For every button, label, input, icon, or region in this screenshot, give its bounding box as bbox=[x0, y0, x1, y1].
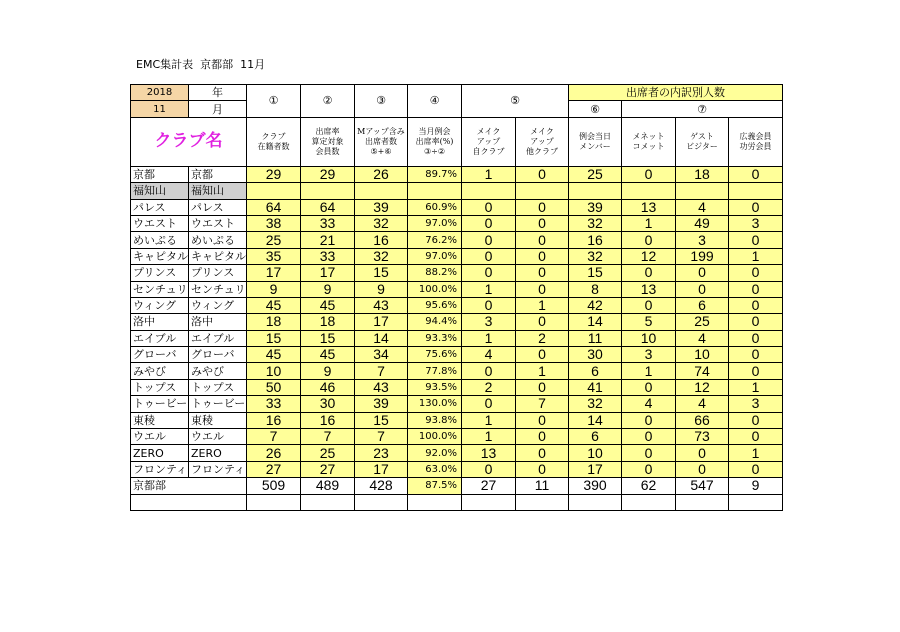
attend-cell bbox=[355, 183, 408, 199]
club-name-cell: プリンス bbox=[189, 265, 247, 281]
empty-cell bbox=[408, 494, 462, 510]
menet-cell: 13 bbox=[622, 199, 676, 215]
guest-cell: 12 bbox=[676, 379, 729, 395]
total-target-cell: 489 bbox=[301, 478, 355, 494]
wide-cell: 0 bbox=[729, 347, 783, 363]
mu_other-cell: 0 bbox=[516, 461, 569, 477]
rate-cell: 60.9% bbox=[408, 199, 462, 215]
month-cell: 11 bbox=[131, 101, 189, 117]
club-name-cell: トップス bbox=[131, 379, 189, 395]
club-name-cell: グローバ bbox=[189, 347, 247, 363]
table-row bbox=[131, 461, 783, 477]
day-cell: 30 bbox=[569, 347, 622, 363]
wide-cell: 1 bbox=[729, 248, 783, 264]
target-cell: 18 bbox=[301, 314, 355, 330]
target-cell: 45 bbox=[301, 347, 355, 363]
members-cell: 18 bbox=[247, 314, 301, 330]
mu_other-cell: 0 bbox=[516, 265, 569, 281]
guest-cell: 0 bbox=[676, 281, 729, 297]
club-name-cell: パレス bbox=[189, 199, 247, 215]
club-name-cell: エイブル bbox=[189, 330, 247, 346]
club-name-cell: みやび bbox=[131, 363, 189, 379]
attend-cell: 17 bbox=[355, 461, 408, 477]
wide-cell: 0 bbox=[729, 232, 783, 248]
table-row bbox=[131, 183, 783, 199]
mu_other-cell: 0 bbox=[516, 232, 569, 248]
col-no-4: ④ bbox=[408, 85, 462, 118]
club-name-cell: 洛中 bbox=[131, 314, 189, 330]
attend-cell: 43 bbox=[355, 379, 408, 395]
guest-cell: 73 bbox=[676, 429, 729, 445]
club-name-cell: 洛中 bbox=[189, 314, 247, 330]
attend-cell: 23 bbox=[355, 445, 408, 461]
menet-header: メネット コメット bbox=[622, 117, 676, 166]
club-name-cell: 京都 bbox=[189, 166, 247, 182]
total-members-cell: 509 bbox=[247, 478, 301, 494]
mu_own-cell: 1 bbox=[462, 281, 516, 297]
guest-cell: 74 bbox=[676, 363, 729, 379]
attend-cell: 15 bbox=[355, 412, 408, 428]
guest-cell: 4 bbox=[676, 199, 729, 215]
day-cell: 32 bbox=[569, 215, 622, 231]
table-row bbox=[131, 379, 783, 395]
total-attend-cell: 428 bbox=[355, 478, 408, 494]
wide-cell: 1 bbox=[729, 445, 783, 461]
target-cell: 64 bbox=[301, 199, 355, 215]
target-cell: 16 bbox=[301, 412, 355, 428]
members-cell: 10 bbox=[247, 363, 301, 379]
empty-cell bbox=[131, 494, 247, 510]
members-cell: 26 bbox=[247, 445, 301, 461]
menet-cell: 0 bbox=[622, 445, 676, 461]
menet-cell: 12 bbox=[622, 248, 676, 264]
attend-cell: 16 bbox=[355, 232, 408, 248]
empty-cell bbox=[355, 494, 408, 510]
guest-cell: 66 bbox=[676, 412, 729, 428]
table-row bbox=[131, 265, 783, 281]
total-mu_other-cell: 11 bbox=[516, 478, 569, 494]
club-name-cell: ウィング bbox=[189, 297, 247, 313]
table-row bbox=[131, 166, 783, 182]
guest-header: ゲスト ビジター bbox=[676, 117, 729, 166]
club-name-cell: みやび bbox=[189, 363, 247, 379]
mu_own-cell: 3 bbox=[462, 314, 516, 330]
mu_other-cell: 0 bbox=[516, 215, 569, 231]
target-cell: 33 bbox=[301, 215, 355, 231]
mu_own-cell: 0 bbox=[462, 396, 516, 412]
target-cell: 30 bbox=[301, 396, 355, 412]
members-cell: 17 bbox=[247, 265, 301, 281]
members-cell: 45 bbox=[247, 297, 301, 313]
year-cell: 2018 bbox=[131, 85, 189, 101]
wide-cell bbox=[729, 183, 783, 199]
menet-cell: 1 bbox=[622, 215, 676, 231]
menet-cell: 0 bbox=[622, 379, 676, 395]
menet-cell: 0 bbox=[622, 265, 676, 281]
day-cell bbox=[569, 183, 622, 199]
mu_own-cell bbox=[462, 183, 516, 199]
club-name-cell: トップス bbox=[189, 379, 247, 395]
table-row bbox=[131, 199, 783, 215]
table-row bbox=[131, 281, 783, 297]
mu_own-cell: 0 bbox=[462, 265, 516, 281]
year-label: 年 bbox=[189, 85, 247, 101]
day-cell: 11 bbox=[569, 330, 622, 346]
makeup-other-header: メイク アップ 他クラブ bbox=[516, 117, 569, 166]
sheet-title: EMC集計表 京都部 11月 bbox=[136, 58, 266, 71]
wide-cell: 0 bbox=[729, 166, 783, 182]
rate-cell: 97.0% bbox=[408, 215, 462, 231]
attend-cell: 26 bbox=[355, 166, 408, 182]
wide-cell: 0 bbox=[729, 363, 783, 379]
guest-cell: 0 bbox=[676, 461, 729, 477]
rate-cell: 77.8% bbox=[408, 363, 462, 379]
target-header: 出席率 算定対象 会員数 bbox=[301, 117, 355, 166]
rate-cell: 130.0% bbox=[408, 396, 462, 412]
rate-cell: 100.0% bbox=[408, 281, 462, 297]
guest-cell: 4 bbox=[676, 330, 729, 346]
day-cell: 15 bbox=[569, 265, 622, 281]
wide-cell: 0 bbox=[729, 265, 783, 281]
mu_own-cell: 0 bbox=[462, 215, 516, 231]
menet-cell: 13 bbox=[622, 281, 676, 297]
attend-cell: 17 bbox=[355, 314, 408, 330]
col-no-6: ⑥ bbox=[569, 101, 622, 117]
day-cell: 39 bbox=[569, 199, 622, 215]
guest-cell: 49 bbox=[676, 215, 729, 231]
table-row bbox=[131, 314, 783, 330]
wide-cell: 0 bbox=[729, 314, 783, 330]
empty-cell bbox=[516, 494, 569, 510]
empty-cell bbox=[676, 494, 729, 510]
rate-cell: 94.4% bbox=[408, 314, 462, 330]
mu_other-cell: 0 bbox=[516, 248, 569, 264]
empty-cell bbox=[247, 494, 301, 510]
day-cell: 41 bbox=[569, 379, 622, 395]
empty-cell bbox=[569, 494, 622, 510]
rate-cell bbox=[408, 183, 462, 199]
club-name-cell: 福知山 bbox=[131, 183, 189, 199]
club-name-cell: パレス bbox=[131, 199, 189, 215]
club-name-cell: キャピタル bbox=[189, 248, 247, 264]
empty-cell bbox=[729, 494, 783, 510]
club-name-cell: エイブル bbox=[131, 330, 189, 346]
club-name-cell: センチュリ bbox=[131, 281, 189, 297]
rate-cell: 63.0% bbox=[408, 461, 462, 477]
mu_own-cell: 0 bbox=[462, 461, 516, 477]
day-cell: 10 bbox=[569, 445, 622, 461]
day-cell: 16 bbox=[569, 232, 622, 248]
mu_other-cell bbox=[516, 183, 569, 199]
club-name-cell: キャピタル bbox=[131, 248, 189, 264]
day-cell: 32 bbox=[569, 396, 622, 412]
table-row bbox=[131, 232, 783, 248]
day-cell: 6 bbox=[569, 363, 622, 379]
target-cell bbox=[301, 183, 355, 199]
club-name-cell: 東稜 bbox=[189, 412, 247, 428]
wide-cell: 0 bbox=[729, 429, 783, 445]
rate-cell: 76.2% bbox=[408, 232, 462, 248]
month-label: 月 bbox=[189, 101, 247, 117]
club-name-header: クラブ名 bbox=[131, 117, 247, 166]
table-row bbox=[131, 297, 783, 313]
target-cell: 45 bbox=[301, 297, 355, 313]
guest-cell: 10 bbox=[676, 347, 729, 363]
breakdown-header: 出席者の内訳別人数 bbox=[569, 85, 783, 101]
attend-cell: 39 bbox=[355, 199, 408, 215]
attend-cell: 32 bbox=[355, 248, 408, 264]
col-no-3: ③ bbox=[355, 85, 408, 118]
club-name-cell: グローバ bbox=[131, 347, 189, 363]
club-name-cell: 京都 bbox=[131, 166, 189, 182]
wide-cell: 0 bbox=[729, 330, 783, 346]
total-label: 京都部 bbox=[131, 478, 247, 494]
members-cell: 64 bbox=[247, 199, 301, 215]
members-cell: 7 bbox=[247, 429, 301, 445]
club-name-cell: ウエスト bbox=[131, 215, 189, 231]
attend-header: Mアップ含み 出席者数 ⑤+⑥ bbox=[355, 117, 408, 166]
target-cell: 21 bbox=[301, 232, 355, 248]
header-row-labels bbox=[131, 117, 783, 166]
mu_own-cell: 4 bbox=[462, 347, 516, 363]
day-cell: 17 bbox=[569, 461, 622, 477]
rate-header: 当月例会 出席率(%) ③÷② bbox=[408, 117, 462, 166]
attend-cell: 39 bbox=[355, 396, 408, 412]
rate-cell: 100.0% bbox=[408, 429, 462, 445]
total-row bbox=[131, 478, 783, 494]
mu_other-cell: 0 bbox=[516, 281, 569, 297]
rate-cell: 75.6% bbox=[408, 347, 462, 363]
club-name-cell: ウエスト bbox=[189, 215, 247, 231]
menet-cell: 0 bbox=[622, 166, 676, 182]
mu_other-cell: 0 bbox=[516, 314, 569, 330]
table-row bbox=[131, 347, 783, 363]
guest-cell: 25 bbox=[676, 314, 729, 330]
table-row bbox=[131, 412, 783, 428]
guest-cell: 0 bbox=[676, 265, 729, 281]
wide-cell: 0 bbox=[729, 297, 783, 313]
members-cell: 9 bbox=[247, 281, 301, 297]
day-cell: 32 bbox=[569, 248, 622, 264]
empty-row bbox=[131, 494, 783, 510]
col-no-5: ⑤ bbox=[462, 85, 569, 118]
menet-cell: 5 bbox=[622, 314, 676, 330]
target-cell: 29 bbox=[301, 166, 355, 182]
table-row bbox=[131, 248, 783, 264]
mu_other-cell: 1 bbox=[516, 363, 569, 379]
mu_other-cell: 0 bbox=[516, 429, 569, 445]
members-cell: 35 bbox=[247, 248, 301, 264]
col-no-7: ⑦ bbox=[622, 101, 783, 117]
mu_other-cell: 0 bbox=[516, 379, 569, 395]
total-mu_own-cell: 27 bbox=[462, 478, 516, 494]
members-cell bbox=[247, 183, 301, 199]
total-day-cell: 390 bbox=[569, 478, 622, 494]
wide-cell: 0 bbox=[729, 281, 783, 297]
club-name-cell: ZERO bbox=[189, 445, 247, 461]
table-row bbox=[131, 330, 783, 346]
members-header: クラブ 在籍者数 bbox=[247, 117, 301, 166]
wide-cell: 0 bbox=[729, 199, 783, 215]
rate-cell: 92.0% bbox=[408, 445, 462, 461]
members-cell: 27 bbox=[247, 461, 301, 477]
guest-cell: 3 bbox=[676, 232, 729, 248]
target-cell: 9 bbox=[301, 281, 355, 297]
wide-cell: 1 bbox=[729, 379, 783, 395]
empty-cell bbox=[462, 494, 516, 510]
club-name-cell: ウエル bbox=[189, 429, 247, 445]
guest-cell: 199 bbox=[676, 248, 729, 264]
mu_own-cell: 2 bbox=[462, 379, 516, 395]
menet-cell: 0 bbox=[622, 429, 676, 445]
makeup-own-header: メイク アップ 自クラブ bbox=[462, 117, 516, 166]
attend-cell: 9 bbox=[355, 281, 408, 297]
table-row bbox=[131, 363, 783, 379]
wide-cell: 0 bbox=[729, 461, 783, 477]
mu_other-cell: 0 bbox=[516, 199, 569, 215]
club-name-cell: センチュリ bbox=[189, 281, 247, 297]
menet-cell bbox=[622, 183, 676, 199]
guest-cell: 6 bbox=[676, 297, 729, 313]
members-cell: 38 bbox=[247, 215, 301, 231]
menet-cell: 0 bbox=[622, 297, 676, 313]
target-cell: 15 bbox=[301, 330, 355, 346]
mu_other-cell: 0 bbox=[516, 166, 569, 182]
day-cell: 8 bbox=[569, 281, 622, 297]
menet-cell: 4 bbox=[622, 396, 676, 412]
club-name-cell: 福知山 bbox=[189, 183, 247, 199]
members-cell: 16 bbox=[247, 412, 301, 428]
day-cell: 6 bbox=[569, 429, 622, 445]
guest-cell: 4 bbox=[676, 396, 729, 412]
rate-cell: 93.5% bbox=[408, 379, 462, 395]
total-wide-cell: 9 bbox=[729, 478, 783, 494]
attend-cell: 14 bbox=[355, 330, 408, 346]
mu_own-cell: 0 bbox=[462, 248, 516, 264]
table-row bbox=[131, 445, 783, 461]
club-name-cell: ウィング bbox=[131, 297, 189, 313]
members-cell: 33 bbox=[247, 396, 301, 412]
club-name-cell: めいぷる bbox=[131, 232, 189, 248]
menet-cell: 0 bbox=[622, 412, 676, 428]
menet-cell: 1 bbox=[622, 363, 676, 379]
members-cell: 15 bbox=[247, 330, 301, 346]
menet-cell: 0 bbox=[622, 461, 676, 477]
attend-cell: 15 bbox=[355, 265, 408, 281]
wide-cell: 3 bbox=[729, 396, 783, 412]
rate-cell: 95.6% bbox=[408, 297, 462, 313]
target-cell: 46 bbox=[301, 379, 355, 395]
club-name-cell: めいぷる bbox=[189, 232, 247, 248]
mu_own-cell: 0 bbox=[462, 199, 516, 215]
mu_own-cell: 0 bbox=[462, 363, 516, 379]
mu_own-cell: 13 bbox=[462, 445, 516, 461]
rate-cell: 93.3% bbox=[408, 330, 462, 346]
members-cell: 50 bbox=[247, 379, 301, 395]
mu_own-cell: 1 bbox=[462, 412, 516, 428]
members-cell: 25 bbox=[247, 232, 301, 248]
target-cell: 9 bbox=[301, 363, 355, 379]
guest-cell: 18 bbox=[676, 166, 729, 182]
empty-cell bbox=[301, 494, 355, 510]
menet-cell: 10 bbox=[622, 330, 676, 346]
rate-cell: 93.8% bbox=[408, 412, 462, 428]
day-members-header: 例会当日 メンバー bbox=[569, 117, 622, 166]
attend-cell: 43 bbox=[355, 297, 408, 313]
mu_own-cell: 1 bbox=[462, 330, 516, 346]
col-no-1: ① bbox=[247, 85, 301, 118]
guest-cell: 0 bbox=[676, 445, 729, 461]
day-cell: 42 bbox=[569, 297, 622, 313]
club-name-cell: フロンティ bbox=[131, 461, 189, 477]
menet-cell: 3 bbox=[622, 347, 676, 363]
rate-cell: 89.7% bbox=[408, 166, 462, 182]
table-row bbox=[131, 215, 783, 231]
table-row bbox=[131, 396, 783, 412]
wide-member-header: 広義会員 功労会員 bbox=[729, 117, 783, 166]
summary-table bbox=[130, 84, 783, 511]
club-name-cell: プリンス bbox=[131, 265, 189, 281]
mu_own-cell: 0 bbox=[462, 297, 516, 313]
attend-cell: 32 bbox=[355, 215, 408, 231]
wide-cell: 0 bbox=[729, 412, 783, 428]
attend-cell: 7 bbox=[355, 363, 408, 379]
club-name-cell: フロンティ bbox=[189, 461, 247, 477]
day-cell: 25 bbox=[569, 166, 622, 182]
club-name-cell: ウエル bbox=[131, 429, 189, 445]
empty-cell bbox=[622, 494, 676, 510]
target-cell: 27 bbox=[301, 461, 355, 477]
total-rate-cell: 87.5% bbox=[408, 478, 462, 494]
menet-cell: 0 bbox=[622, 232, 676, 248]
mu_other-cell: 0 bbox=[516, 412, 569, 428]
guest-cell bbox=[676, 183, 729, 199]
rate-cell: 88.2% bbox=[408, 265, 462, 281]
total-menet-cell: 62 bbox=[622, 478, 676, 494]
club-name-cell: ZERO bbox=[131, 445, 189, 461]
attend-cell: 34 bbox=[355, 347, 408, 363]
wide-cell: 3 bbox=[729, 215, 783, 231]
club-name-cell: 東稜 bbox=[131, 412, 189, 428]
target-cell: 25 bbox=[301, 445, 355, 461]
mu_other-cell: 1 bbox=[516, 297, 569, 313]
mu_other-cell: 7 bbox=[516, 396, 569, 412]
target-cell: 17 bbox=[301, 265, 355, 281]
mu_other-cell: 0 bbox=[516, 347, 569, 363]
day-cell: 14 bbox=[569, 412, 622, 428]
mu_other-cell: 0 bbox=[516, 445, 569, 461]
target-cell: 33 bbox=[301, 248, 355, 264]
rate-cell: 97.0% bbox=[408, 248, 462, 264]
mu_own-cell: 0 bbox=[462, 232, 516, 248]
club-name-cell: トゥービー bbox=[131, 396, 189, 412]
table-row bbox=[131, 429, 783, 445]
mu_other-cell: 2 bbox=[516, 330, 569, 346]
mu_own-cell: 1 bbox=[462, 166, 516, 182]
target-cell: 7 bbox=[301, 429, 355, 445]
col-no-2: ② bbox=[301, 85, 355, 118]
header-row-year bbox=[131, 85, 783, 101]
day-cell: 14 bbox=[569, 314, 622, 330]
mu_own-cell: 1 bbox=[462, 429, 516, 445]
club-name-cell: トゥービー bbox=[189, 396, 247, 412]
attend-cell: 7 bbox=[355, 429, 408, 445]
members-cell: 29 bbox=[247, 166, 301, 182]
members-cell: 45 bbox=[247, 347, 301, 363]
total-guest-cell: 547 bbox=[676, 478, 729, 494]
